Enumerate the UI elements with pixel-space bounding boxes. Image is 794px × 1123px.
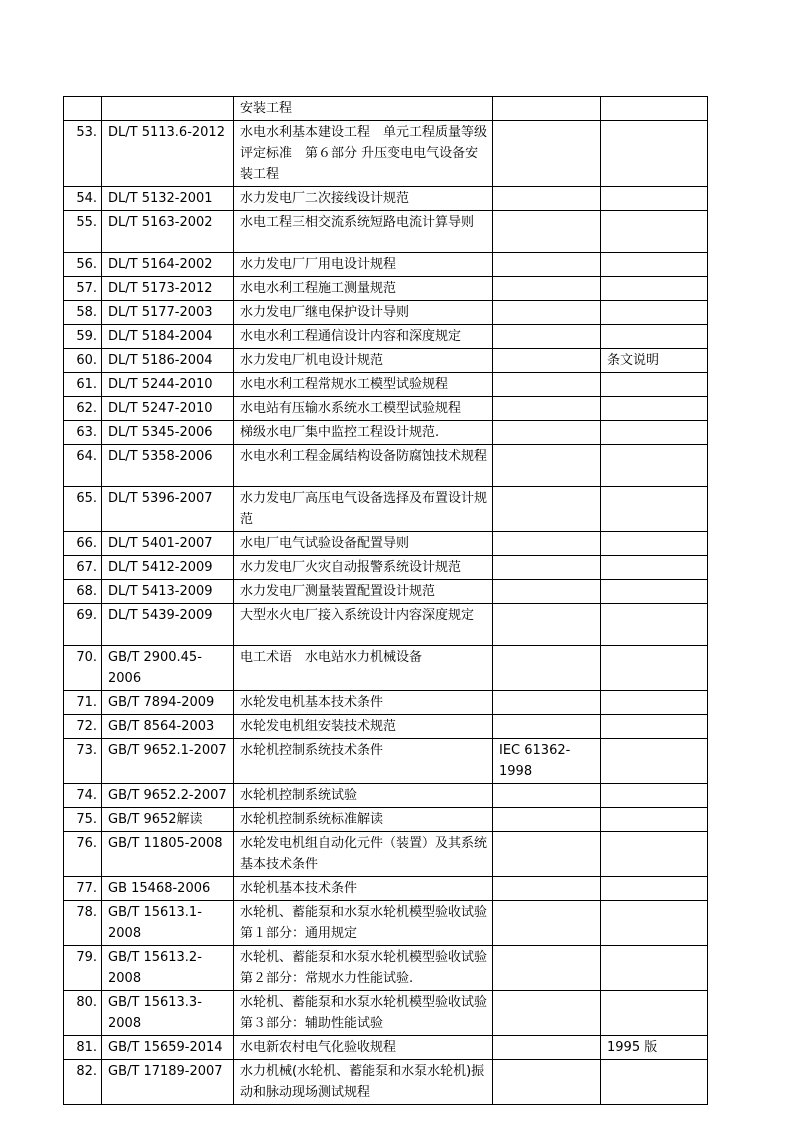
standard-name: 水力发电厂二次接线设计规范 xyxy=(234,187,493,211)
standard-code[interactable]: DL/T 5401-2007 xyxy=(102,532,234,556)
table-row xyxy=(64,784,708,808)
table-row xyxy=(64,532,708,556)
row-number: 64. xyxy=(64,445,102,487)
row-note xyxy=(601,832,708,877)
standard-name: 水轮机控制系统技术条件 xyxy=(234,739,493,784)
standard-name: 水电水利基本建设工程 单元工程质量等级评定标准 第６部分 升压变电电气设备安装工程 xyxy=(234,121,493,187)
row-note xyxy=(601,580,708,604)
table-row xyxy=(64,691,708,715)
standard-name: 大型水火电厂接入系统设计内容深度规定 xyxy=(234,604,493,646)
row-note xyxy=(601,715,708,739)
row-number: 54. xyxy=(64,187,102,211)
table-row xyxy=(64,1060,708,1105)
standard-code[interactable]: GB/T 9652解读 xyxy=(102,808,234,832)
row-note xyxy=(601,1060,708,1105)
row-note xyxy=(601,325,708,349)
standard-code[interactable]: GB/T 15613.2-2008 xyxy=(102,946,234,991)
table-row xyxy=(64,487,708,532)
standard-name: 水电水利工程施工测量规范 xyxy=(234,277,493,301)
standard-name: 水力发电厂机电设计规范 xyxy=(234,349,493,373)
standards-table xyxy=(63,96,708,1105)
row-note xyxy=(601,301,708,325)
equivalent-standard xyxy=(493,211,601,253)
table-row xyxy=(64,397,708,421)
row-note xyxy=(601,691,708,715)
row-number: 76. xyxy=(64,832,102,877)
table-row xyxy=(64,604,708,646)
row-note xyxy=(601,277,708,301)
standard-name: 水力发电厂测量装置配置设计规范 xyxy=(234,580,493,604)
table-row xyxy=(64,877,708,901)
equivalent-standard xyxy=(493,832,601,877)
row-number: 74. xyxy=(64,784,102,808)
row-number: 73. xyxy=(64,739,102,784)
standard-name: 水力发电厂高压电气设备选择及布置设计规范 xyxy=(234,487,493,532)
row-note xyxy=(601,946,708,991)
standard-code[interactable]: GB/T 9652.2-2007 xyxy=(102,784,234,808)
table-row xyxy=(64,808,708,832)
table-row xyxy=(64,421,708,445)
table-row xyxy=(64,373,708,397)
equivalent-standard xyxy=(493,445,601,487)
row-note xyxy=(601,646,708,691)
standard-code[interactable]: GB 15468-2006 xyxy=(102,877,234,901)
row-number: 55. xyxy=(64,211,102,253)
standards-table-body xyxy=(64,97,708,1105)
row-note xyxy=(601,901,708,946)
row-note[interactable]: 1995 版 xyxy=(601,1036,708,1060)
standard-name: 水力发电厂厂用电设计规程 xyxy=(234,253,493,277)
row-number: 63. xyxy=(64,421,102,445)
standard-name: 水力发电厂继电保护设计导则 xyxy=(234,301,493,325)
equivalent-standard xyxy=(493,121,601,187)
standard-code[interactable]: DL/T 5345-2006 xyxy=(102,421,234,445)
standard-code[interactable]: DL/T 5244-2010 xyxy=(102,373,234,397)
row-note xyxy=(601,604,708,646)
equivalent-standard xyxy=(493,397,601,421)
standard-name: 电工术语 水电站水力机械设备 xyxy=(234,646,493,691)
row-note xyxy=(601,487,708,532)
standard-code[interactable]: DL/T 5186-2004 xyxy=(102,349,234,373)
table-row xyxy=(64,1036,708,1060)
standard-code[interactable]: GB/T 9652.1-2007 xyxy=(102,739,234,784)
standard-name: 安装工程 xyxy=(234,97,493,121)
standard-code[interactable]: DL/T 5247-2010 xyxy=(102,397,234,421)
standard-code[interactable]: DL/T 5396-2007 xyxy=(102,487,234,532)
standard-name: 水电水利工程通信设计内容和深度规定 xyxy=(234,325,493,349)
table-row xyxy=(64,187,708,211)
standard-code[interactable]: GB/T 15613.3-2008 xyxy=(102,991,234,1036)
equivalent-standard xyxy=(493,187,601,211)
table-row xyxy=(64,739,708,784)
row-number: 68. xyxy=(64,580,102,604)
table-row xyxy=(64,445,708,487)
row-note xyxy=(601,373,708,397)
row-note[interactable]: 条文说明 xyxy=(601,349,708,373)
equivalent-standard xyxy=(493,877,601,901)
equivalent-standard xyxy=(493,1036,601,1060)
standard-code[interactable]: GB/T 15659-2014 xyxy=(102,1036,234,1060)
standard-code[interactable]: GB/T 2900.45-2006 xyxy=(102,646,234,691)
table-row xyxy=(64,253,708,277)
row-number: 57. xyxy=(64,277,102,301)
table-row xyxy=(64,556,708,580)
equivalent-standard xyxy=(493,421,601,445)
table-row xyxy=(64,946,708,991)
row-number: 81. xyxy=(64,1036,102,1060)
equivalent-standard xyxy=(493,253,601,277)
row-number: 53. xyxy=(64,121,102,187)
row-note xyxy=(601,556,708,580)
equivalent-standard xyxy=(493,487,601,532)
table-row xyxy=(64,832,708,877)
standard-code[interactable]: DL/T 5177-2003 xyxy=(102,301,234,325)
row-note xyxy=(601,421,708,445)
row-number: 71. xyxy=(64,691,102,715)
row-number: 65. xyxy=(64,487,102,532)
equivalent-standard xyxy=(493,715,601,739)
row-note xyxy=(601,397,708,421)
table-row xyxy=(64,211,708,253)
row-number: 70. xyxy=(64,646,102,691)
standard-code[interactable]: GB/T 17189-2007 xyxy=(102,1060,234,1105)
standard-name: 水轮机、蓄能泵和水泵水轮机模型验收试验 第３部分：辅助性能试验 xyxy=(234,991,493,1036)
table-row xyxy=(64,325,708,349)
equivalent-standard xyxy=(493,691,601,715)
table-row xyxy=(64,646,708,691)
table-row xyxy=(64,121,708,187)
standard-code[interactable]: GB/T 7894-2009 xyxy=(102,691,234,715)
equivalent-standard xyxy=(493,349,601,373)
equivalent-standard xyxy=(493,901,601,946)
equivalent-standard xyxy=(493,808,601,832)
table-row xyxy=(64,901,708,946)
row-note xyxy=(601,445,708,487)
table-row xyxy=(64,277,708,301)
equivalent-standard xyxy=(493,277,601,301)
row-number: 62. xyxy=(64,397,102,421)
equivalent-standard xyxy=(493,1060,601,1105)
row-number: 66. xyxy=(64,532,102,556)
row-number xyxy=(64,97,102,121)
standard-code[interactable]: DL/T 5439-2009 xyxy=(102,604,234,646)
equivalent-standard xyxy=(493,532,601,556)
row-number: 72. xyxy=(64,715,102,739)
standard-code[interactable]: DL/T 5412-2009 xyxy=(102,556,234,580)
standard-code[interactable]: GB/T 11805-2008 xyxy=(102,832,234,877)
equivalent-standard: IEC 61362-1998 xyxy=(493,739,601,784)
standard-name: 水轮机基本技术条件 xyxy=(234,877,493,901)
standard-name: 水电水利工程常规水工模型试验规程 xyxy=(234,373,493,397)
table-row xyxy=(64,991,708,1036)
table-row xyxy=(64,580,708,604)
standard-code xyxy=(102,97,234,121)
row-number: 77. xyxy=(64,877,102,901)
standard-name: 水力发电厂火灾自动报警系统设计规范 xyxy=(234,556,493,580)
row-note xyxy=(601,739,708,784)
row-number: 59. xyxy=(64,325,102,349)
standard-name: 水轮发电机组安装技术规范 xyxy=(234,715,493,739)
row-note xyxy=(601,877,708,901)
standard-name: 水轮机控制系统试验 xyxy=(234,784,493,808)
standard-code[interactable]: DL/T 5163-2002 xyxy=(102,211,234,253)
row-number: 78. xyxy=(64,901,102,946)
equivalent-standard xyxy=(493,991,601,1036)
standard-code[interactable]: DL/T 5358-2006 xyxy=(102,445,234,487)
standard-name: 水电厂电气试验设备配置导则 xyxy=(234,532,493,556)
row-note xyxy=(601,784,708,808)
standard-name: 水电水利工程金属结构设备防腐蚀技术规程 xyxy=(234,445,493,487)
row-number: 61. xyxy=(64,373,102,397)
table-row xyxy=(64,97,708,121)
standard-code[interactable]: DL/T 5413-2009 xyxy=(102,580,234,604)
row-number: 58. xyxy=(64,301,102,325)
equivalent-standard xyxy=(493,325,601,349)
row-note xyxy=(601,991,708,1036)
row-number: 69. xyxy=(64,604,102,646)
standard-name: 水电工程三相交流系统短路电流计算导则 xyxy=(234,211,493,253)
equivalent-standard xyxy=(493,580,601,604)
equivalent-standard xyxy=(493,604,601,646)
row-note xyxy=(601,97,708,121)
standard-code[interactable]: DL/T 5164-2002 xyxy=(102,253,234,277)
standard-name: 水电新农村电气化验收规程 xyxy=(234,1036,493,1060)
standard-code[interactable]: DL/T 5184-2004 xyxy=(102,325,234,349)
row-number: 60. xyxy=(64,349,102,373)
standard-name: 水轮机、蓄能泵和水泵水轮机模型验收试验 第２部分：常规水力性能试验. xyxy=(234,946,493,991)
standard-name: 水轮机、蓄能泵和水泵水轮机模型验收试验 第１部分：通用规定 xyxy=(234,901,493,946)
equivalent-standard xyxy=(493,556,601,580)
row-number: 82. xyxy=(64,1060,102,1105)
standard-code[interactable]: GB/T 8564-2003 xyxy=(102,715,234,739)
row-note xyxy=(601,532,708,556)
row-note xyxy=(601,211,708,253)
standard-name: 水力机械(水轮机、蓄能泵和水泵水轮机)振动和脉动现场测试规程 xyxy=(234,1060,493,1105)
row-number: 75. xyxy=(64,808,102,832)
equivalent-standard xyxy=(493,646,601,691)
standard-name: 水轮发电机组自动化元件（装置）及其系统基本技术条件 xyxy=(234,832,493,877)
equivalent-standard xyxy=(493,373,601,397)
row-note xyxy=(601,253,708,277)
table-row xyxy=(64,301,708,325)
equivalent-standard xyxy=(493,946,601,991)
standard-name: 水轮发电机基本技术条件 xyxy=(234,691,493,715)
standard-name: 梯级水电厂集中监控工程设计规范. xyxy=(234,421,493,445)
standard-name: 水电站有压输水系统水工模型试验规程 xyxy=(234,397,493,421)
row-note xyxy=(601,121,708,187)
row-number: 67. xyxy=(64,556,102,580)
equivalent-standard xyxy=(493,97,601,121)
row-number: 80. xyxy=(64,991,102,1036)
table-row xyxy=(64,715,708,739)
standard-code[interactable]: GB/T 15613.1-2008 xyxy=(102,901,234,946)
row-number: 56. xyxy=(64,253,102,277)
standard-code[interactable]: DL/T 5132-2001 xyxy=(102,187,234,211)
standard-code[interactable]: DL/T 5173-2012 xyxy=(102,277,234,301)
row-note xyxy=(601,187,708,211)
equivalent-standard xyxy=(493,301,601,325)
standard-code[interactable]: DL/T 5113.6-2012 xyxy=(102,121,234,187)
row-note xyxy=(601,808,708,832)
equivalent-standard xyxy=(493,784,601,808)
row-number: 79. xyxy=(64,946,102,991)
table-row xyxy=(64,349,708,373)
standard-name: 水轮机控制系统标准解读 xyxy=(234,808,493,832)
